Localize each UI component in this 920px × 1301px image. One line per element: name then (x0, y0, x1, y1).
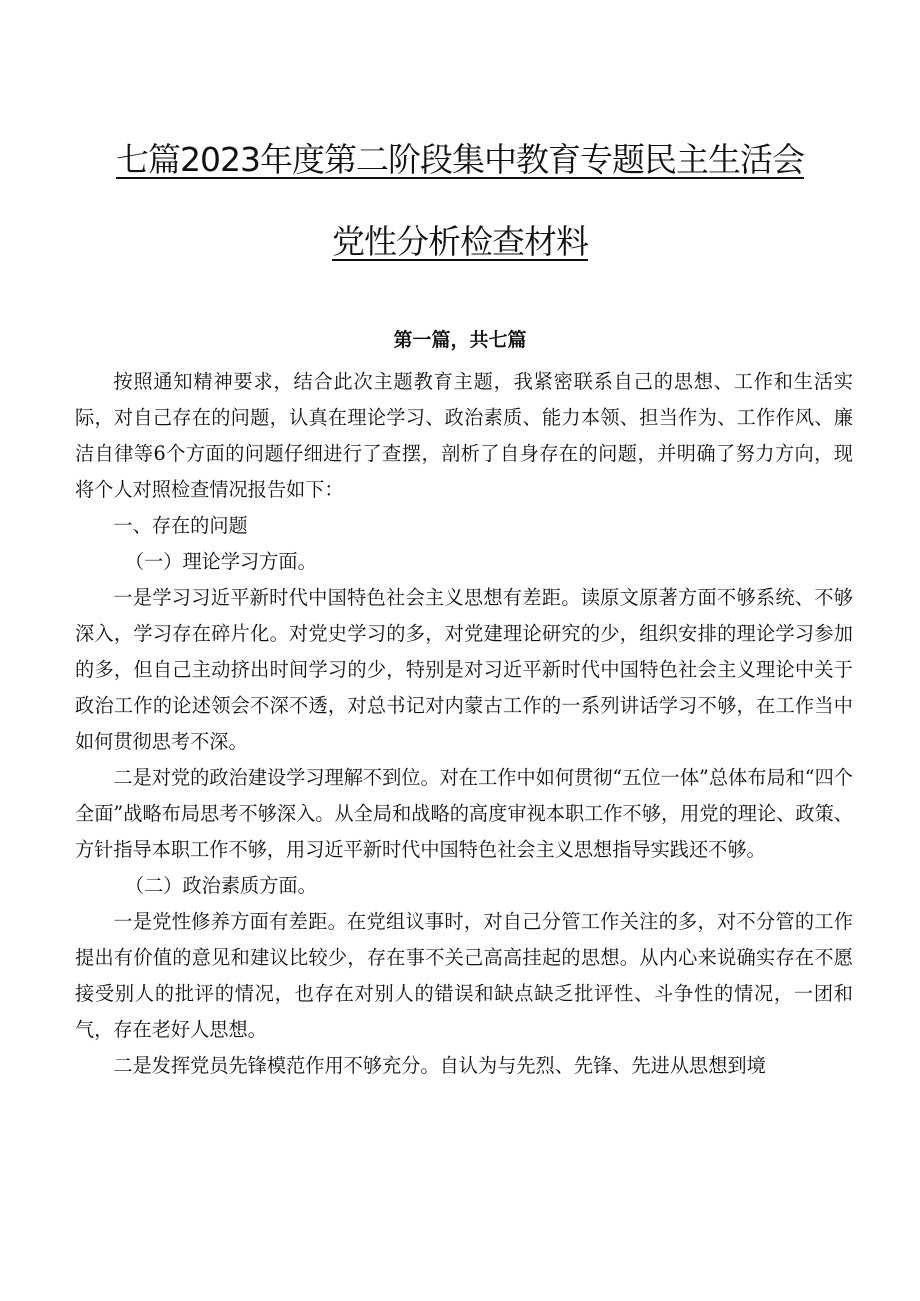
document-body (75, 364, 853, 1084)
title-text-2: 党性分析检查材料 (332, 222, 588, 261)
paragraph-political-2: 二是发挥党员先锋模范作用不够充分。自认为与先烈、先锋、先进从思想到境 (113, 1054, 766, 1077)
paragraph-intro: 按照通知精神要求，结合此次主题教育主题，我紧密联系自己的思想、工作和生活实际，对自己存在的问题，认真在理论学习、政治素质、能力本领、担当作为、工作作风、廉洁自律等6个方面的问题仔细进行了查摆，剖析了自身存在的问题，并明确了努力方向，现将个人对照检查情况报告如下： (75, 370, 853, 501)
subheading-political-quality: （二）政治素质方面。 (124, 874, 317, 897)
paragraph-political-1: 一是党性修养方面有差距。在党组议事时，对自己分管工作关注的多，对不分管的工作提出有价值的意见和建议比较少，存在事不关己高高挂起的思想。从内心来说确实存在不愿接受别人的批评的情况，也存在对别人的错误和缺点缺乏批评性、斗争性的情况，一团和气，存在老好人思想。 (75, 910, 853, 1041)
section-heading: 第一篇，共七篇 (393, 329, 527, 351)
title-text-1: 七篇2023年度第二阶段集中教育专题民主生活会 (116, 140, 804, 179)
paragraph-theory-1: 一是学习习近平新时代中国特色社会主义思想有差距。读原文原著方面不够系统、不够深入，学习存在碎片化。对党史学习的多，对党建理论研究的少，组织安排的理论学习参加的多，但自己主动挤出时间学习的少，特别是对习近平新时代中国特色社会主义理论中关于政治工作的论述领会不深不透，对总书记对内蒙古工作的一系列讲话学习不够，在工作当中如何贯彻思考不深。 (75, 586, 853, 753)
document-title-line-1 (0, 140, 920, 180)
heading-existing-problems: 一、存在的问题 (113, 514, 248, 537)
paragraph-theory-2: 二是对党的政治建设学习理解不到位。对在工作中如何贯彻“五位一体”总体布局和“四个全面”战略布局思考不够深入。从全局和战略的高度审视本职工作不够，用党的理论、政策、方针指导本职工作不够，用习近平新时代中国特色社会主义思想指导实践还不够。 (75, 766, 853, 861)
subheading-theory-study: （一）理论学习方面。 (124, 550, 317, 573)
document-title-line-2 (0, 222, 920, 262)
